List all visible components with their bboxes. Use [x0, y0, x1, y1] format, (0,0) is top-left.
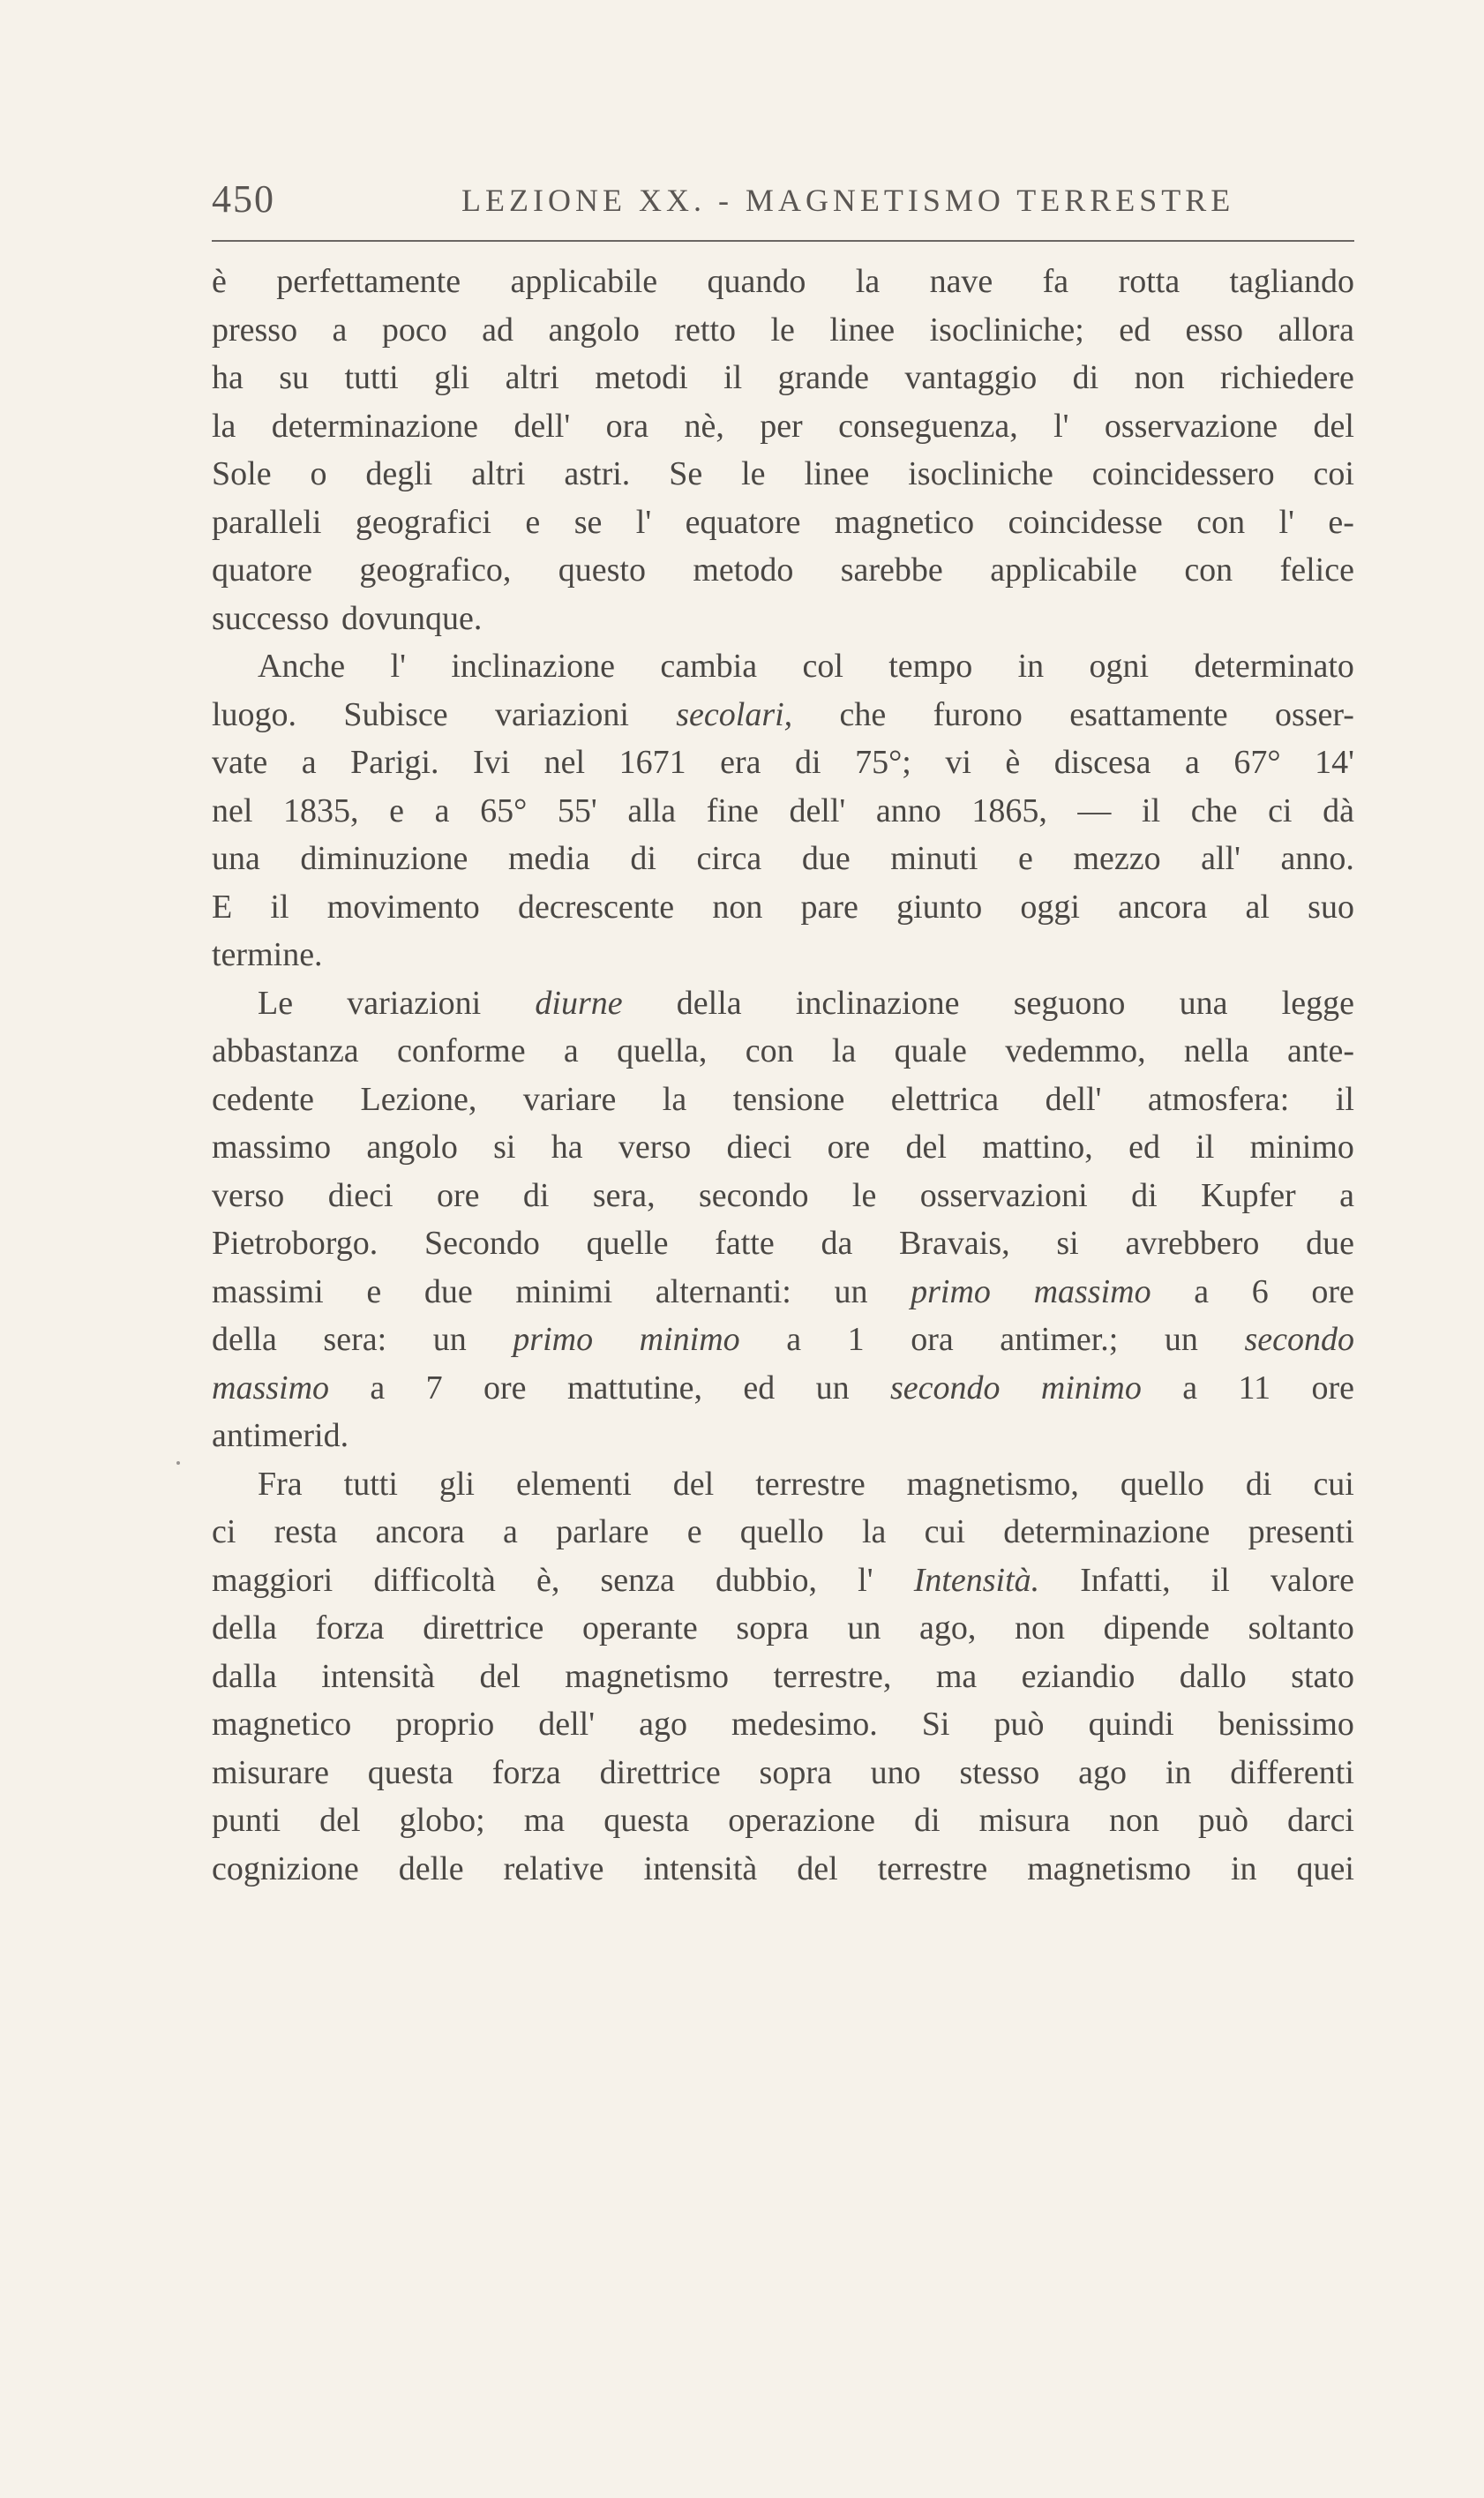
- text-line: abbastanza conforme a quella, con la quale vedemmo, nella ante-: [212, 1032, 1354, 1069]
- text-line: magnetico proprio dell' ago medesimo. Si può quindi benissimo: [212, 1706, 1354, 1743]
- text-line: Sole o degli altri astri. Se le linee isocliniche coincidessero coi: [212, 455, 1354, 492]
- text-line: successo dovunque.: [212, 599, 483, 637]
- text-line: Pietroborgo. Secondo quelle fatte da Bravais, si avrebbero due: [212, 1225, 1354, 1262]
- text-line: Fra tutti gli elementi del terrestre magnetismo, quello di cui: [258, 1465, 1354, 1503]
- text-line: vate a Parigi. Ivi nel 1671 era di 75°; vi è discesa a 67° 14': [212, 744, 1354, 781]
- page-number: 450: [212, 177, 275, 221]
- text-line: termine.: [212, 936, 323, 973]
- text-line: della sera: un primo minimo a 1 ora antimer.; un secondo: [212, 1321, 1354, 1358]
- text-line: della forza direttrice operante sopra un ago, non dipende soltanto: [212, 1609, 1354, 1647]
- text-line: quatore geografico, questo metodo sarebbe applicabile con felice: [212, 551, 1354, 589]
- running-head: LEZIONE XX. - MAGNETISMO TERRESTRE: [461, 183, 1235, 218]
- text-line: cedente Lezione, variare la tensione elettrica dell' atmosfera: il: [212, 1080, 1354, 1118]
- text-line: nel 1835, e a 65° 55' alla fine dell' anno 1865, — il che ci dà: [212, 791, 1354, 829]
- text-line: luogo. Subisce variazioni secolari, che furono esattamente osser-: [212, 695, 1354, 733]
- header-rule: [212, 240, 1354, 242]
- text-line: la determinazione dell' ora nè, per conseguenza, l' osservazione del: [212, 407, 1354, 445]
- margin-speck: [176, 1461, 180, 1465]
- text-line: cognizione delle relative intensità del terrestre magnetismo in quei: [212, 1849, 1354, 1887]
- text-line: ha su tutti gli altri metodi il grande vantaggio di non richiedere: [212, 359, 1354, 396]
- body-text: [212, 258, 1354, 1893]
- text-line: ci resta ancora a parlare e quello la cui determinazione presenti: [212, 1513, 1354, 1550]
- text-line: presso a poco ad angolo retto le linee isocliniche; ed esso allora: [212, 311, 1354, 349]
- text-line: Le variazioni diurne della inclinazione seguono una legge: [258, 984, 1354, 1022]
- text-line: E il movimento decrescente non pare giunto oggi ancora al suo: [212, 888, 1354, 926]
- text-line: una diminuzione media di circa due minuti e mezzo all' anno.: [212, 840, 1354, 877]
- text-line: dalla intensità del magnetismo terrestre, ma eziandio dallo stato: [212, 1657, 1354, 1695]
- text-line: verso dieci ore di sera, secondo le osservazioni di Kupfer a: [212, 1176, 1354, 1214]
- text-line: Anche l' inclinazione cambia col tempo in ogni determinato: [258, 648, 1354, 685]
- text-line: maggiori difficoltà è, senza dubbio, l' Intensità. Infatti, il valore: [212, 1561, 1354, 1599]
- text-line: misurare questa forza direttrice sopra uno stesso ago in differenti: [212, 1753, 1354, 1791]
- text-line: massimi e due minimi alternanti: un primo massimo a 6 ore: [212, 1272, 1354, 1310]
- text-line: punti del globo; ma questa operazione di misura non può darci: [212, 1802, 1354, 1839]
- text-line: antimerid.: [212, 1417, 349, 1454]
- text-line: massimo a 7 ore mattutine, ed un secondo minimo a 11 ore: [212, 1369, 1354, 1407]
- text-line: è perfettamente applicabile quando la nave fa rotta tagliando: [212, 263, 1354, 300]
- text-line: massimo angolo si ha verso dieci ore del mattino, ed il minimo: [212, 1129, 1354, 1166]
- text-line: paralleli geografici e se l' equatore magnetico coincidesse con l' e-: [212, 503, 1354, 541]
- page-header: [212, 176, 1359, 229]
